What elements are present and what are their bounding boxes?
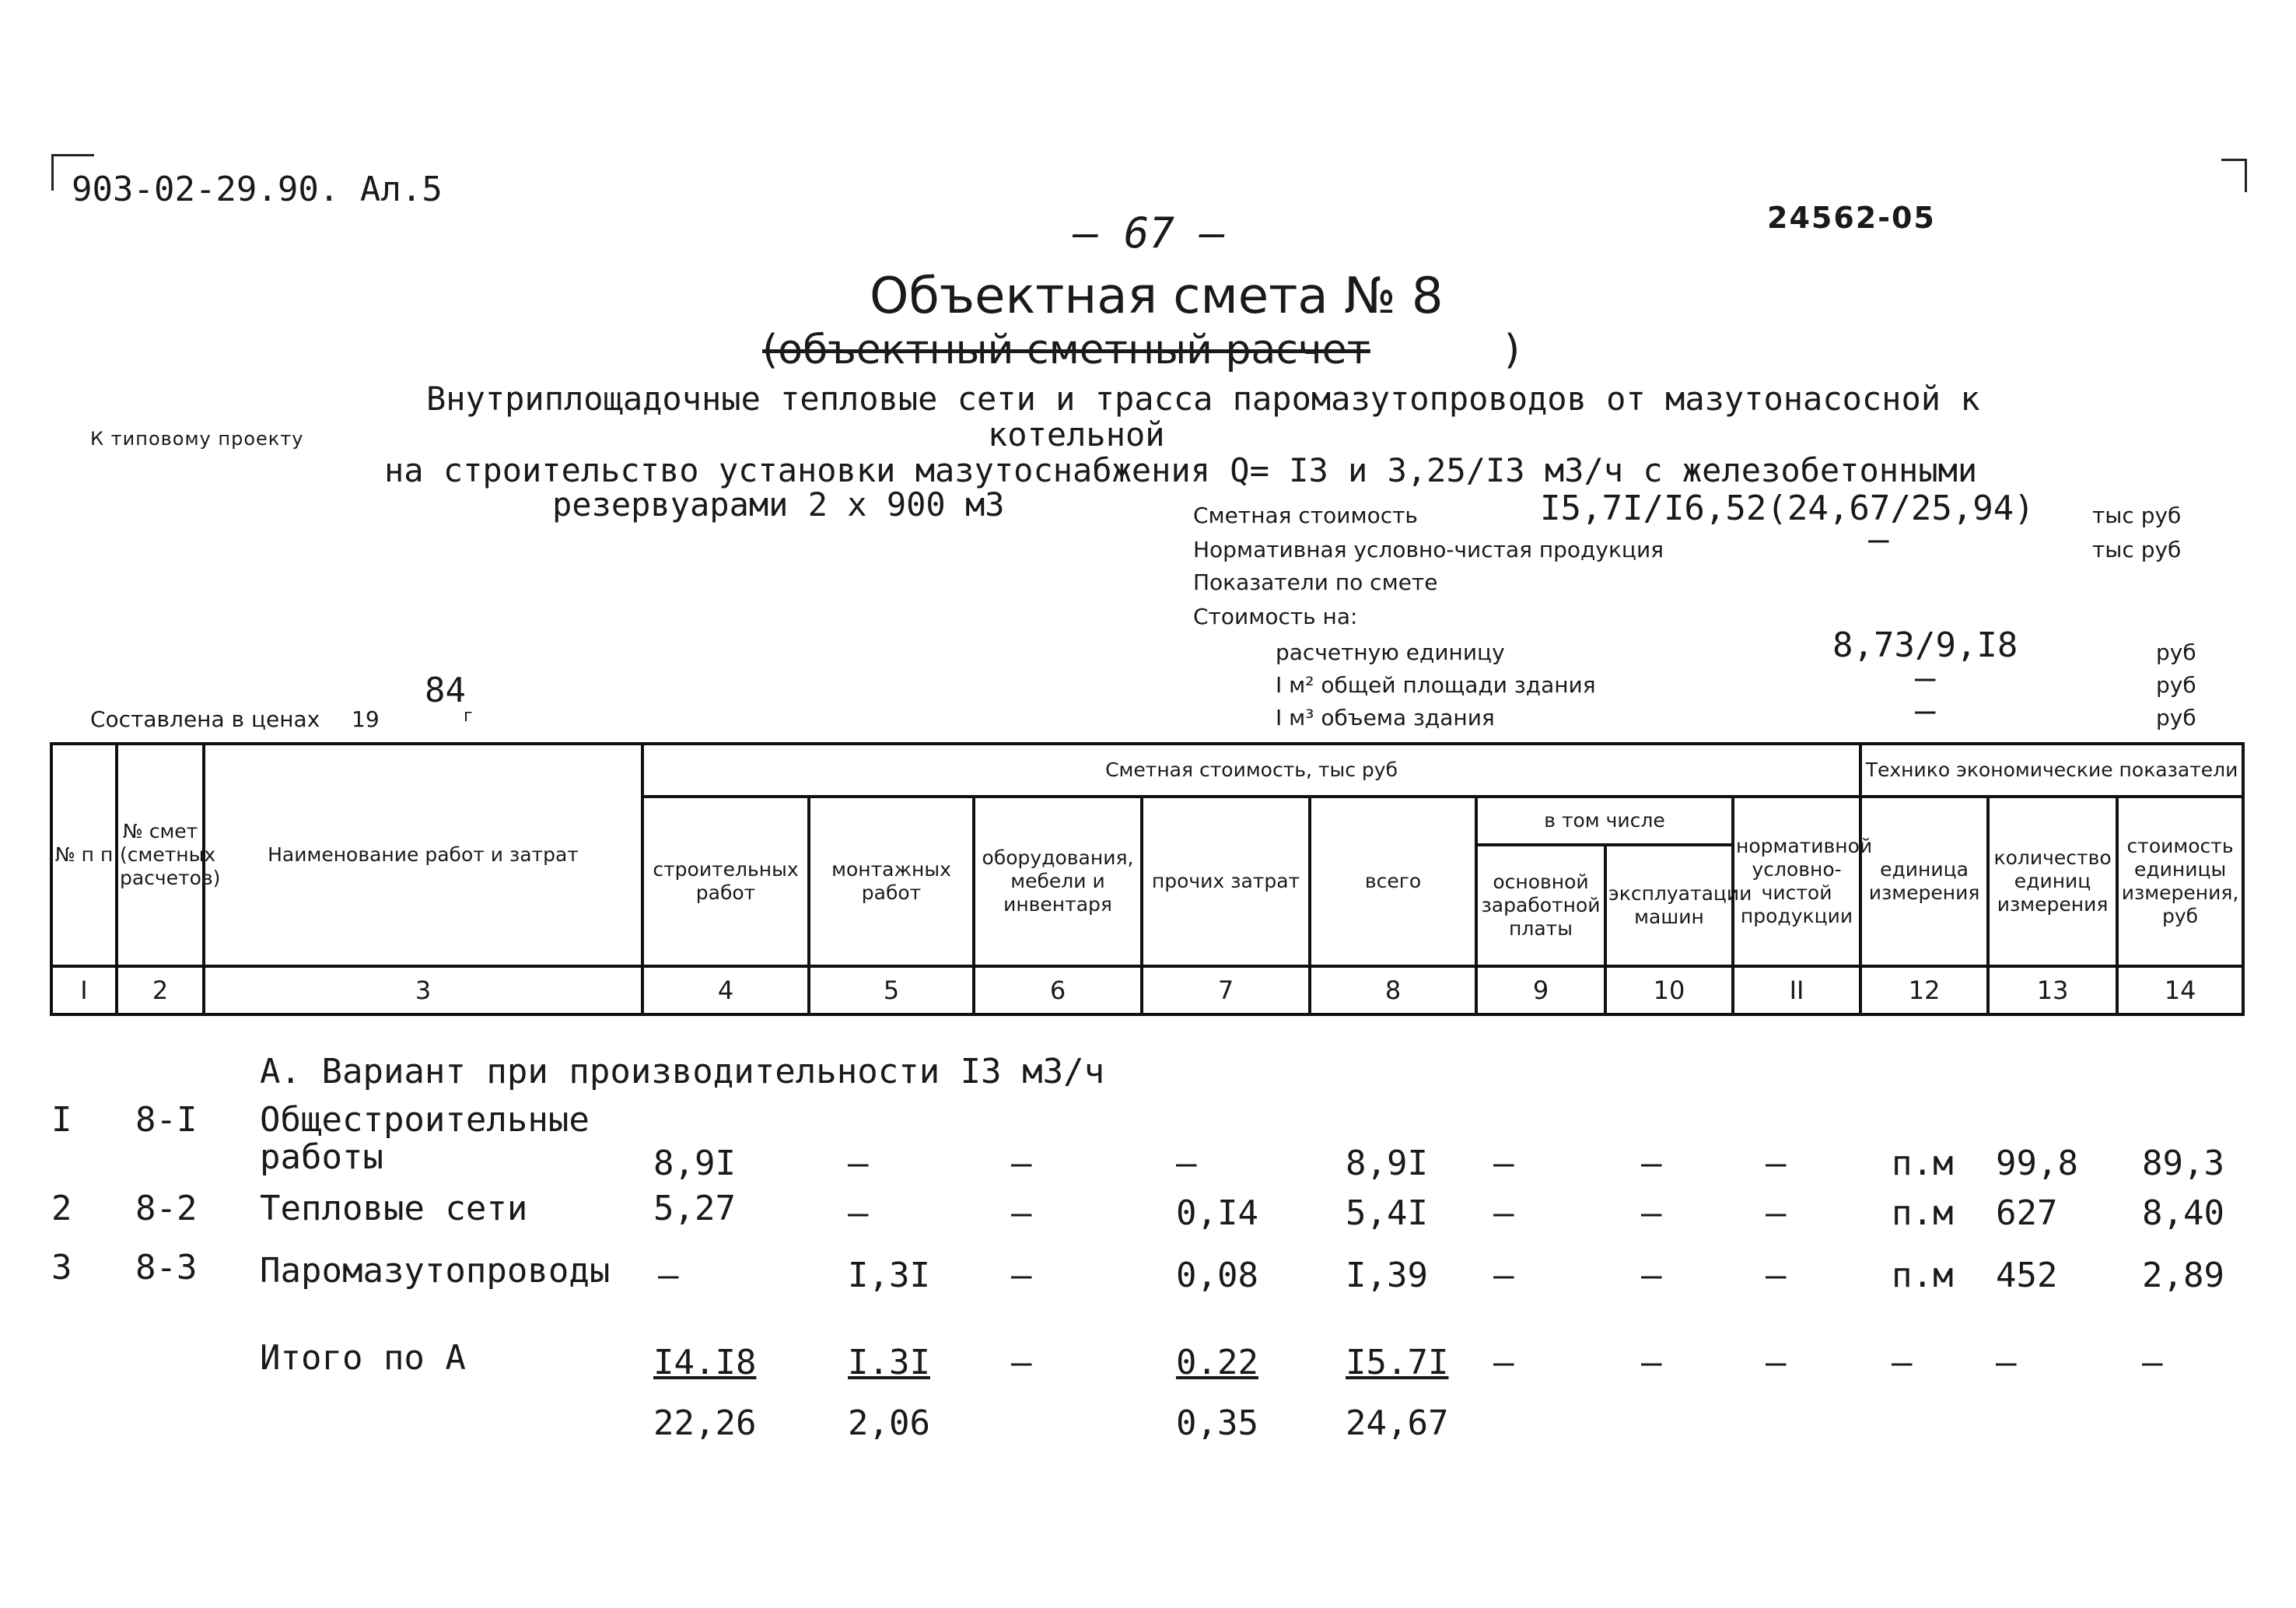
total-alt-other: 0,35 [1176, 1403, 1258, 1443]
per-volume-value: – [1915, 691, 1936, 730]
total-installation: I.3I [848, 1343, 930, 1382]
row-1-equipment: – [1011, 1144, 1032, 1183]
total-construction: I4.I8 [653, 1343, 757, 1382]
row-1-total: 8,9I [1346, 1144, 1428, 1183]
group-tech-header: Технико экономические показатели [1860, 744, 2243, 797]
total-normative: – [1766, 1343, 1787, 1382]
object-line-1: Внутриплощадочные тепловые сети и трасса паромазутопроводов от мазутонасосной к [426, 380, 1980, 418]
estimated-cost-unit: тыс руб [2092, 503, 2182, 528]
col-normative-header: нормативной условно-чистой продукции [1733, 797, 1860, 966]
per-unit-unit: руб [2156, 639, 2196, 665]
group-incl-header: в том числе [1476, 797, 1733, 845]
row-2-other: 0,I4 [1176, 1193, 1258, 1233]
row-3-wages: – [1493, 1256, 1514, 1295]
row-1-name-cont: работы [260, 1137, 383, 1177]
col-index: 8 [1310, 966, 1476, 1014]
row-2-equipment: – [1011, 1193, 1032, 1233]
corner-mark-top-right [2221, 159, 2247, 192]
col-unit-header: единица измерения [1860, 797, 1988, 966]
col-quantity-header: количество единиц измерения [1988, 797, 2117, 966]
row-1-name: Общестроительные [260, 1100, 590, 1140]
col-index: 12 [1860, 966, 1988, 1014]
row-2-normative: – [1766, 1193, 1787, 1233]
row-2-installation: – [848, 1193, 869, 1233]
prices-year-suffix: г [464, 706, 473, 726]
row-1-smeta: 8-I [135, 1100, 198, 1140]
document-code: 903-02-29.90. Ал.5 [72, 170, 443, 209]
total-equipment: – [1011, 1343, 1032, 1382]
normative-product-unit: тыс руб [2092, 537, 2182, 562]
total-alt-construction: 22,26 [653, 1403, 757, 1443]
row-3-number: 3 [51, 1248, 72, 1287]
row-2-wages: – [1493, 1193, 1514, 1233]
col-machines-header: эксплуатации машин [1605, 845, 1733, 966]
col-index: 10 [1605, 966, 1733, 1014]
col-index: I [51, 966, 117, 1014]
per-volume-label: I м³ объема здания [1276, 705, 1495, 730]
estimated-cost-value: I5,7I/I6,52(24,67/25,94) [1540, 489, 2035, 528]
row-1-normative: – [1766, 1144, 1787, 1183]
row-3-name: Паромазутопроводы [260, 1251, 611, 1291]
row-2-construction: 5,27 [653, 1189, 736, 1228]
col-number-header: № п п [51, 744, 117, 966]
per-area-unit: руб [2156, 672, 2196, 698]
col-index: 2 [117, 966, 204, 1014]
indicators-label: Показатели по смете [1193, 569, 1438, 595]
col-index: 5 [809, 966, 974, 1014]
subtitle-struck: (объектный сметный расчет [762, 327, 1370, 373]
col-index: 13 [1988, 966, 2117, 1014]
row-2-number: 2 [51, 1189, 72, 1228]
to-project-label: К типовому проекту [90, 428, 304, 450]
total-machines: – [1641, 1343, 1662, 1382]
col-installation-header: монтажных работ [809, 797, 974, 966]
total-label: Итого по А [260, 1338, 466, 1378]
row-1-unit: п.м [1892, 1144, 1954, 1183]
total-other: 0.22 [1176, 1343, 1258, 1382]
object-line-4: резервуарами 2 х 900 м3 [552, 485, 1005, 524]
col-index: 14 [2117, 966, 2243, 1014]
row-1-installation: – [848, 1144, 869, 1183]
col-name-header: Наименование работ и затрат [204, 744, 642, 966]
col-index: 6 [974, 966, 1142, 1014]
row-3-installation: I,3I [848, 1256, 930, 1295]
total-wages: – [1493, 1343, 1514, 1382]
row-1-machines: – [1641, 1144, 1662, 1183]
object-line-2: котельной [988, 415, 1165, 454]
per-unit-label: расчетную единицу [1276, 639, 1505, 665]
row-3-other: 0,08 [1176, 1256, 1258, 1295]
col-unit-cost-header: стоимость единицы измерения, руб [2117, 797, 2243, 966]
row-1-number: I [51, 1100, 72, 1140]
document-title: Объектная смета № 8 [870, 268, 1444, 325]
row-3-construction: – [658, 1256, 679, 1295]
row-2-quantity: 627 [1996, 1193, 2058, 1233]
row-2-machines: – [1641, 1193, 1662, 1233]
col-index: 7 [1142, 966, 1310, 1014]
estimate-table-header [50, 742, 2245, 1016]
col-equipment-header: оборудования, мебели и инвентаря [974, 797, 1142, 966]
row-3-machines: – [1641, 1256, 1662, 1295]
estimated-cost-label: Сметная стоимость [1193, 503, 1418, 528]
row-3-normative: – [1766, 1256, 1787, 1295]
row-3-smeta: 8-3 [135, 1248, 198, 1287]
total-unit-cost: – [2142, 1343, 2163, 1382]
row-1-unit-cost: 89,3 [2142, 1144, 2224, 1183]
row-1-other: – [1176, 1144, 1197, 1183]
total-unit: – [1892, 1343, 1913, 1382]
per-area-label: I м² общей площади здания [1276, 672, 1596, 698]
row-3-unit-cost: 2,89 [2142, 1256, 2224, 1295]
total-total: I5.7I [1346, 1343, 1449, 1382]
per-unit-value: 8,73/9,I8 [1832, 625, 2018, 665]
col-total-header: всего [1310, 797, 1476, 966]
object-line-3: на строительство установки мазутоснабжения Q= I3 и 3,25/I3 м3/ч с железобетонными [384, 451, 1978, 489]
row-1-quantity: 99,8 [1996, 1144, 2078, 1183]
prices-year-prefix: 19 [352, 706, 380, 732]
col-index: 9 [1476, 966, 1605, 1014]
row-3-quantity: 452 [1996, 1256, 2058, 1295]
archive-number: 24562-05 [1767, 201, 1936, 235]
col-wages-header: основной заработной платы [1476, 845, 1605, 966]
cost-per-label: Стоимость на: [1193, 604, 1358, 629]
row-1-wages: – [1493, 1144, 1514, 1183]
normative-product-label: Нормативная условно-чистая продукция [1193, 537, 1664, 562]
row-2-name: Тепловые сети [260, 1189, 528, 1228]
prices-label: Составлена в ценах [90, 706, 320, 732]
row-1-construction: 8,9I [653, 1144, 736, 1183]
normative-product-value: – [1868, 520, 1889, 559]
row-3-equipment: – [1011, 1256, 1032, 1295]
total-alt-total: 24,67 [1346, 1403, 1449, 1443]
group-cost-header: Сметная стоимость, тыс руб [642, 744, 1860, 797]
row-2-unit-cost: 8,40 [2142, 1193, 2224, 1233]
row-2-total: 5,4I [1346, 1193, 1428, 1233]
row-3-unit: п.м [1892, 1256, 1954, 1295]
total-quantity: – [1996, 1343, 2017, 1382]
row-3-total: I,39 [1346, 1256, 1428, 1295]
row-2-unit: п.м [1892, 1193, 1954, 1233]
per-volume-unit: руб [2156, 705, 2196, 730]
col-index: 4 [642, 966, 809, 1014]
prices-year: 84 [425, 671, 466, 710]
per-area-value: – [1915, 658, 1936, 698]
col-smeta-header: № смет (сметных расчетов) [117, 744, 204, 966]
total-alt-installation: 2,06 [848, 1403, 930, 1443]
col-construction-header: строительных работ [642, 797, 809, 966]
row-2-smeta: 8-2 [135, 1189, 198, 1228]
section-title: А. Вариант при производительности I3 м3/ч [260, 1052, 1105, 1091]
col-index: 3 [204, 966, 642, 1014]
subtitle-paren: ) [1504, 327, 1521, 373]
col-index: II [1733, 966, 1860, 1014]
page-number: — 67 — [1073, 208, 1226, 257]
col-other-header: прочих затрат [1142, 797, 1310, 966]
